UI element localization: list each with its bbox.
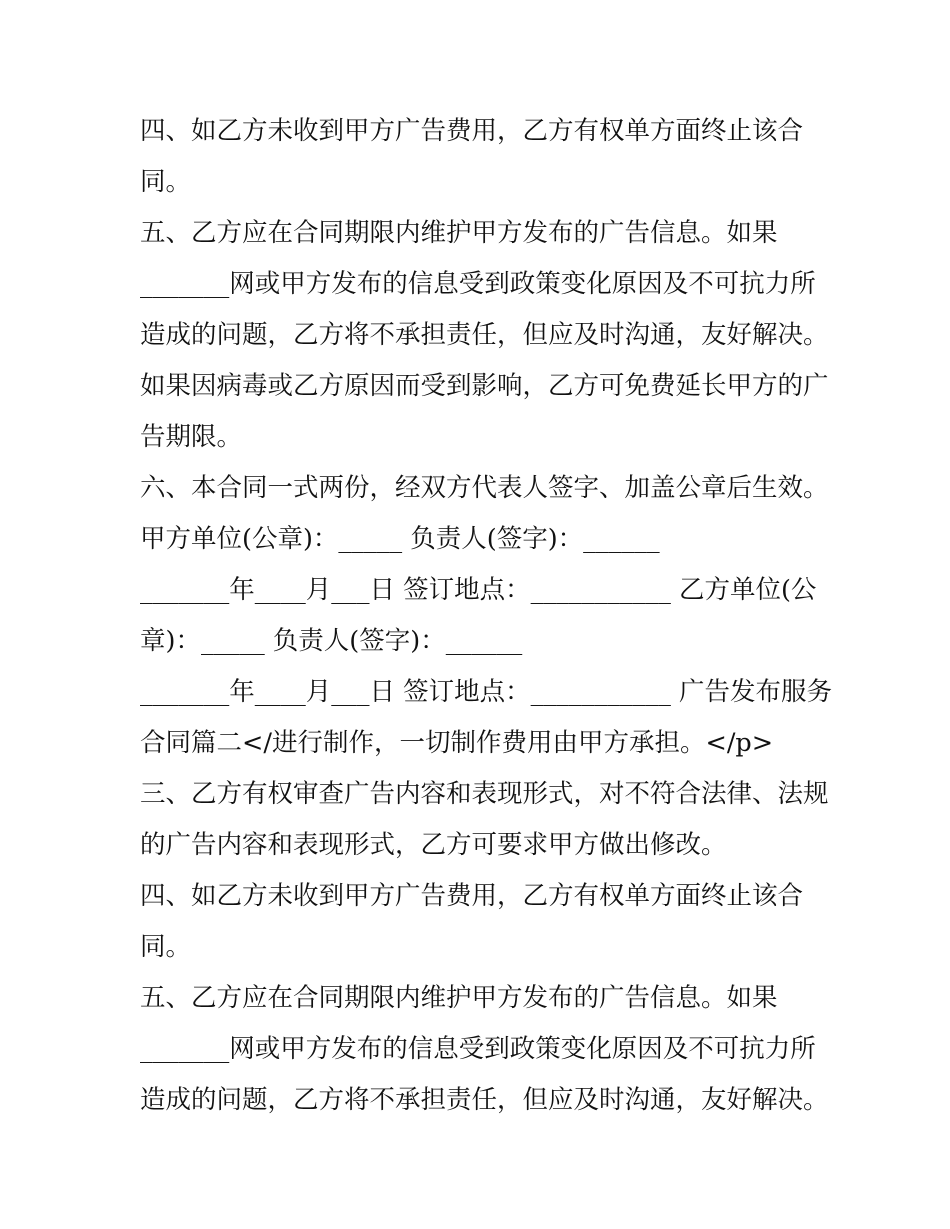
text-line: _______网或甲方发布的信息受到政策变化原因及不可抗力所	[140, 1034, 816, 1064]
text-line: 合同篇二</进行制作，一切制作费用由甲方承担。</p>	[140, 728, 774, 758]
text-line: 造成的问题，乙方将不承担责任，但应及时沟通，友好解决。	[140, 320, 829, 350]
text-line: 的广告内容和表现形式，乙方可要求甲方做出修改。	[140, 830, 727, 860]
text-line: _______网或甲方发布的信息受到政策变化原因及不可抗力所	[140, 269, 816, 299]
text-line: 三、乙方有权审查广告内容和表现形式，对不符合法律、法规	[140, 779, 829, 809]
text-line: 同。	[140, 167, 192, 197]
text-line: 造成的问题，乙方将不承担责任，但应及时沟通，友好解决。	[140, 1085, 829, 1115]
text-line: 同。	[140, 932, 192, 962]
text-line: 五、乙方应在合同期限内维护甲方发布的广告信息。如果	[140, 218, 778, 248]
signature-line: 甲方单位(公章)：_____ 负责人(签字)：______	[140, 524, 660, 554]
text-line: 告期限。	[140, 422, 243, 452]
text-line: 六、本合同一式两份，经双方代表人签字、加盖公章后生效。	[140, 473, 829, 503]
text-line: 五、乙方应在合同期限内维护甲方发布的广告信息。如果	[140, 983, 778, 1013]
signature-line: 章)：_____ 负责人(签字)：______	[140, 626, 523, 656]
signature-line: _______年____月___日 签订地点：___________ 乙方单位(公	[140, 575, 817, 605]
text-line: 四、如乙方未收到甲方广告费用，乙方有权单方面终止该合	[140, 116, 804, 146]
text-line: 四、如乙方未收到甲方广告费用，乙方有权单方面终止该合	[140, 881, 804, 911]
signature-line: _______年____月___日 签订地点：___________ 广告发布服务	[140, 677, 832, 707]
document-body	[140, 106, 832, 1126]
text-line: 如果因病毒或乙方原因而受到影响，乙方可免费延长甲方的广	[140, 371, 829, 401]
